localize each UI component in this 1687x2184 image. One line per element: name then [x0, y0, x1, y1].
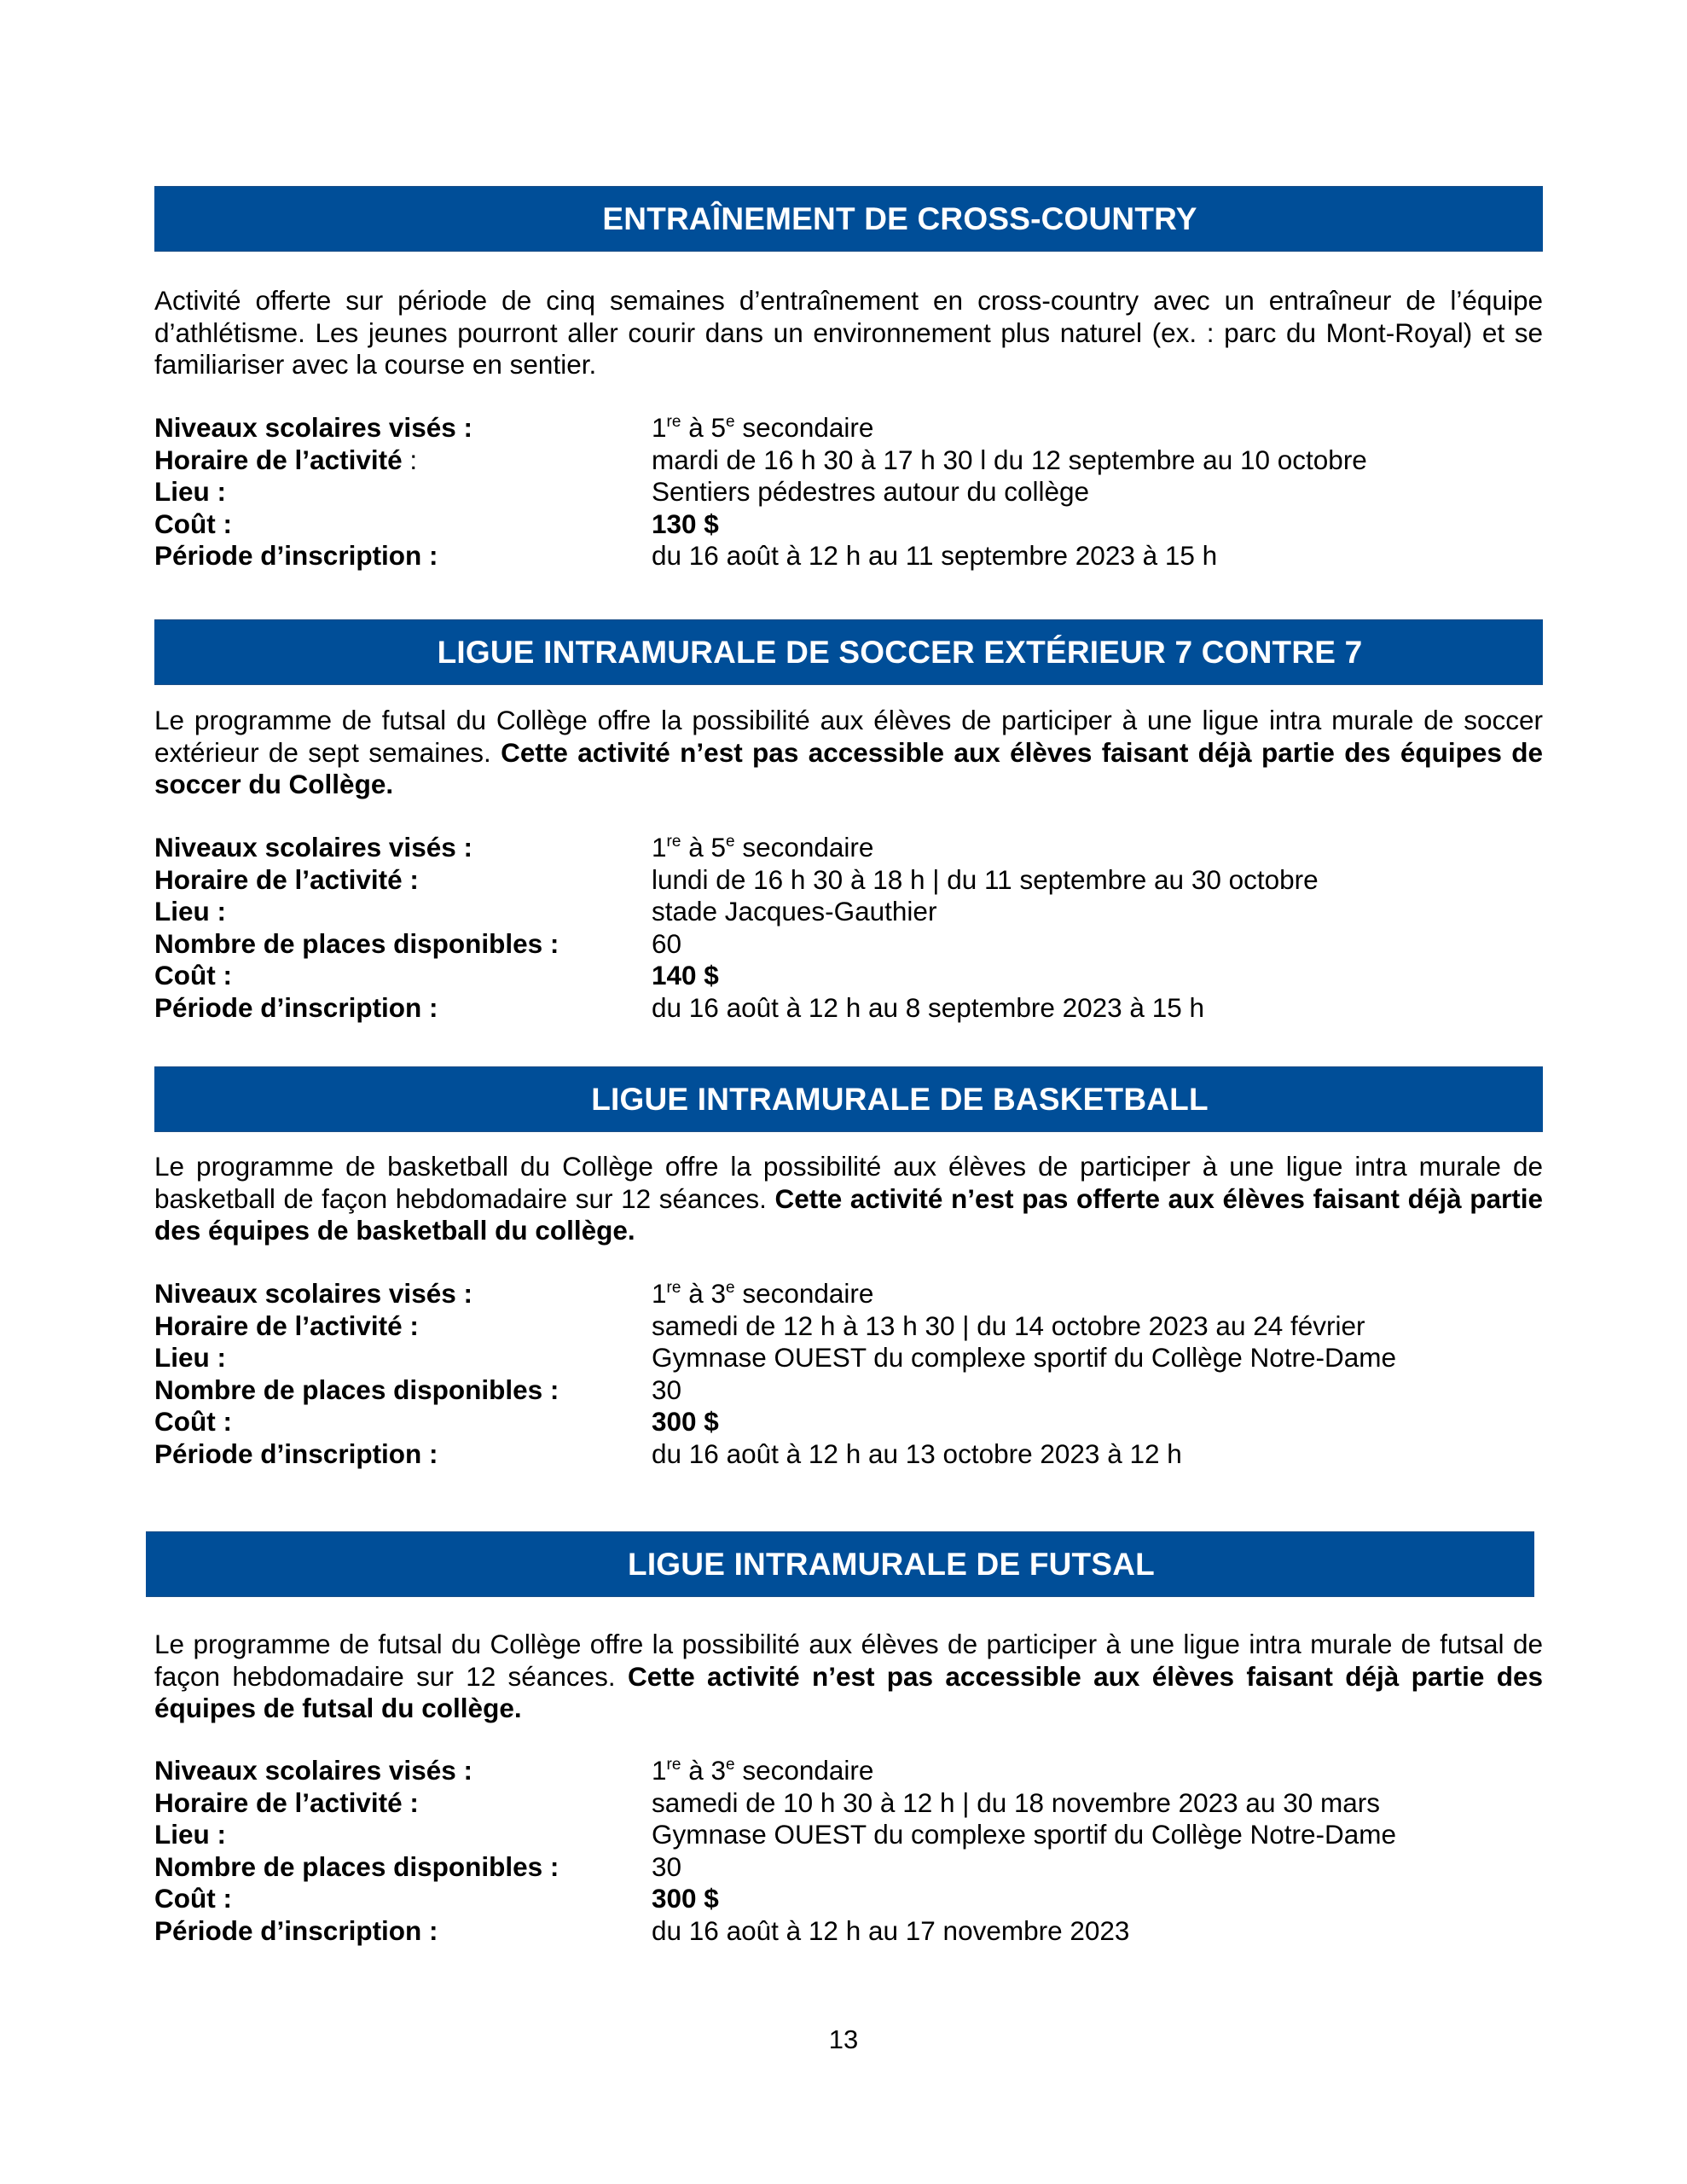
value-place: Gymnase OUEST du complexe sportif du Collège Notre-Dame [652, 1342, 1397, 1373]
description-text: Le programme de futsal du Collège offre la possibilité aux élèves de participer à une ligue intra murale de futsal de façon hebdomadaire sur 12 séances. [154, 1629, 1543, 1692]
detail-row-spots [154, 1374, 1543, 1407]
description-text: Le programme de futsal du Collège offre la possibilité aux élèves de participer à une ligue intra murale de soccer extérieur de sept semaines. [154, 705, 1543, 768]
label-cost: Coût : [154, 1406, 232, 1437]
label-schedule: Horaire de l’activité : [154, 1786, 419, 1818]
page-number: 13 [828, 2024, 859, 2054]
detail-row-spots [154, 928, 1543, 961]
value-levels: 1re à 5e secondaire [652, 832, 874, 863]
detail-row-schedule [154, 444, 1543, 477]
detail-row-schedule [154, 864, 1543, 897]
value-spots: 30 [652, 1374, 682, 1405]
detail-row-cost [154, 1883, 1543, 1915]
label-registration: Période d’inscription : [154, 991, 438, 1023]
description-notice: Cette activité n’est pas accessible aux élèves faisant déjà partie des équipes de soccer du Collège. [154, 736, 1543, 799]
label-schedule: Horaire de l’activité : [154, 444, 418, 475]
value-levels: 1re à 3e secondaire [652, 1278, 874, 1309]
label-place: Lieu : [154, 476, 226, 507]
section-description [154, 1151, 1543, 1247]
section-description [154, 1629, 1543, 1725]
value-cost: 130 $ [652, 508, 719, 539]
detail-row-place [154, 896, 1543, 928]
detail-row-place [154, 476, 1543, 508]
value-spots: 30 [652, 1850, 682, 1882]
detail-row-spots [154, 1851, 1543, 1884]
section-description [154, 285, 1543, 381]
detail-row-levels [154, 1755, 1543, 1787]
label-place: Lieu : [154, 896, 226, 926]
activity-details [154, 1278, 1543, 1470]
label-cost: Coût : [154, 960, 232, 990]
value-place: Sentiers pédestres autour du collège [652, 476, 1090, 507]
label-cost: Coût : [154, 508, 232, 539]
label-spots: Nombre de places disponibles : [154, 1850, 559, 1882]
description-text: Le programme de basketball du Collège offre la possibilité aux élèves de participer à une ligue intra murale de basketball de façon hebdomadaire sur 12 séances. [154, 1151, 1543, 1214]
label-schedule: Horaire de l’activité : [154, 1310, 419, 1341]
activity-details [154, 832, 1543, 1024]
value-schedule: lundi de 16 h 30 à 18 h | du 11 septembre au 30 octobre [652, 863, 1319, 895]
label-registration: Période d’inscription : [154, 540, 438, 571]
detail-row-schedule [154, 1787, 1543, 1820]
detail-row-registration [154, 1438, 1543, 1471]
detail-row-registration [154, 540, 1543, 572]
label-spots: Nombre de places disponibles : [154, 1374, 559, 1405]
detail-row-cost [154, 508, 1543, 541]
description-notice: Cette activité n’est pas offerte aux élèves faisant déjà partie des équipes de basketball du collège. [154, 1182, 1543, 1246]
label-levels: Niveaux scolaires visés : [154, 832, 472, 863]
detail-row-schedule [154, 1310, 1543, 1343]
section-banner-basketball [154, 1066, 1543, 1132]
section-description [154, 705, 1543, 801]
activity-details [154, 412, 1543, 572]
section-banner-futsal [146, 1531, 1534, 1597]
value-place: Gymnase OUEST du complexe sportif du Collège Notre-Dame [652, 1819, 1397, 1850]
value-place: stade Jacques-Gauthier [652, 896, 937, 926]
description-text: Activité offerte sur période de cinq semaines d’entraînement en cross-country avec un entraîneur de l’équipe d’athlétisme. Les jeunes pourront aller courir dans un environnement plus naturel (ex. : parc du Mont-Royal) et se familiariser avec la course en sentier. [154, 285, 1543, 380]
label-levels: Niveaux scolaires visés : [154, 1278, 472, 1309]
detail-row-registration [154, 1915, 1543, 1948]
label-registration: Période d’inscription : [154, 1914, 438, 1946]
detail-row-levels [154, 1278, 1543, 1310]
value-schedule: samedi de 12 h à 13 h 30 | du 14 octobre 2023 au 24 février [652, 1310, 1365, 1341]
label-levels: Niveaux scolaires visés : [154, 412, 472, 443]
value-registration: du 16 août à 12 h au 13 octobre 2023 à 12 h [652, 1438, 1182, 1469]
detail-row-place [154, 1342, 1543, 1374]
value-schedule: samedi de 10 h 30 à 12 h | du 18 novembre 2023 au 30 mars [652, 1786, 1381, 1818]
section-title: LIGUE INTRAMURALE DE BASKETBALL [591, 1081, 1209, 1117]
value-cost: 300 $ [652, 1883, 719, 1914]
detail-row-levels [154, 412, 1543, 444]
section-banner-cross-country [154, 186, 1543, 252]
section-title: ENTRAÎNEMENT DE CROSS-COUNTRY [602, 200, 1197, 236]
value-cost: 300 $ [652, 1406, 719, 1437]
label-spots: Nombre de places disponibles : [154, 927, 559, 959]
detail-row-cost [154, 1406, 1543, 1438]
section-title: LIGUE INTRAMURALE DE FUTSAL [628, 1546, 1155, 1582]
label-place: Lieu : [154, 1342, 226, 1373]
label-cost: Coût : [154, 1883, 232, 1914]
value-registration: du 16 août à 12 h au 8 septembre 2023 à 15 h [652, 991, 1205, 1023]
label-schedule: Horaire de l’activité : [154, 863, 419, 895]
label-place: Lieu : [154, 1819, 226, 1850]
detail-row-place [154, 1819, 1543, 1851]
value-registration: du 16 août à 12 h au 17 novembre 2023 [652, 1914, 1130, 1946]
value-cost: 140 $ [652, 960, 719, 990]
section-title: LIGUE INTRAMURALE DE SOCCER EXTÉRIEUR 7 CONTRE 7 [437, 634, 1363, 670]
value-schedule: mardi de 16 h 30 à 17 h 30 l du 12 septembre au 10 octobre [652, 444, 1367, 475]
description-notice: Cette activité n’est pas accessible aux élèves faisant déjà partie des équipes de futsal du collège. [154, 1660, 1543, 1723]
value-levels: 1re à 3e secondaire [652, 1755, 874, 1786]
label-registration: Période d’inscription : [154, 1438, 438, 1469]
value-registration: du 16 août à 12 h au 11 septembre 2023 à 15 h [652, 540, 1218, 571]
activity-details [154, 1755, 1543, 1947]
detail-row-registration [154, 992, 1543, 1025]
value-spots: 60 [652, 927, 682, 959]
label-levels: Niveaux scolaires visés : [154, 1755, 472, 1786]
value-levels: 1re à 5e secondaire [652, 412, 874, 443]
section-banner-soccer [154, 619, 1543, 685]
detail-row-cost [154, 960, 1543, 992]
detail-row-levels [154, 832, 1543, 864]
